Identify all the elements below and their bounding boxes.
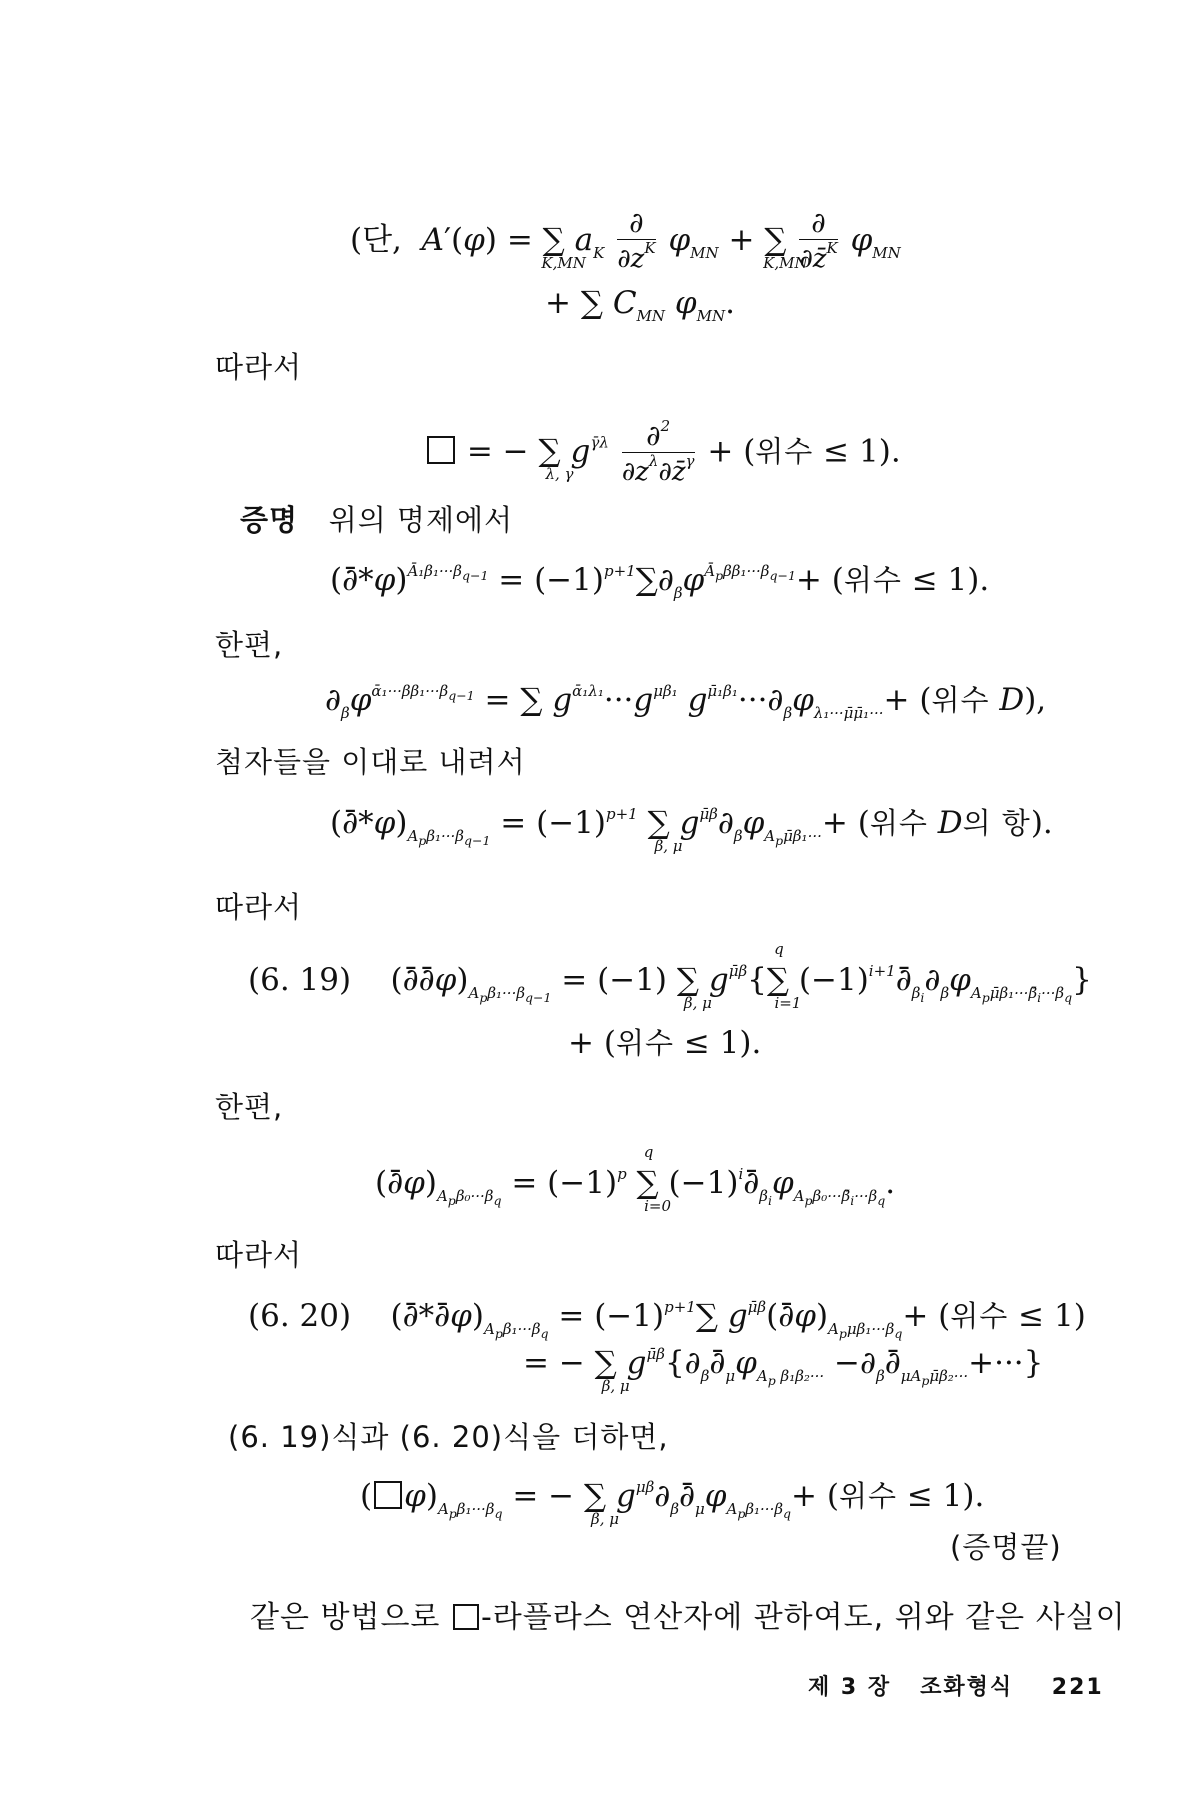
sum-symbol: ∑ β, μ — [584, 1478, 619, 1528]
text-ttarasseo-3: 따라서 — [215, 1238, 303, 1272]
eq-index-lowering: $\partial_\beta\varphi^{ᾱ_1\cdot\cdot\cdot\beta\beta_1\cdot\cdot\cdot\beta_{q-1}}$ = ∑ $g^{ᾱ_1\lambda_1}\cdot\cdot\cdot g^{\mu\beta_1}$ $g^{\mū_1\beta_1}\cdot\cdot\cdot\partial_\beta\varphi_{\lambda_1\cdot\cdot\cdot\mū\mū_1\cdot\cdot\cdot}+$ (위수 D), — [325, 682, 1047, 722]
eq-6-19-line1: (6. 19) $(\partial̄\partial̄\varphi)_{A_p\beta_1\cdot\cdot\cdot\beta_{q-1}} = (-1)$ ∑ β, μ $g^{\mū\beta}\{\sum$ q i=1 $(-1)^{i+1}\partial̄_{\beta_i}\partial_\beta\varphi_{A_p\mū\beta_1\cdot\cdot\cdot\betă_i\cdot\cdot\cdot\beta_q}$} — [248, 940, 1092, 1012]
sum-symbol: ∑ β, μ — [594, 1345, 630, 1395]
wisu-term: 위수 — [838, 1479, 897, 1513]
wisu-term: 위수 — [755, 434, 814, 469]
sum-symbol: ∑ K,MN — [763, 221, 808, 272]
jeungmyeong-label: 증명 — [240, 503, 299, 537]
box-operator-icon — [453, 1604, 479, 1630]
sum-symbol: ∑ q i=0 — [636, 1143, 671, 1215]
footer-title: 조화형식 — [920, 1675, 1014, 1700]
eq-box-phi: ( $\varphi)_{A_p\beta_1\cdot\cdot\cdot\beta_q}$ = − ∑ β, μ $g^{\mu\beta}\partial_\beta\partial̄_\mu\varphi_{A_p\beta_1\cdot\cdot\cdot\beta_q}+$ (위수 ≤ 1). — [360, 1478, 985, 1528]
partial-fraction: $\frac{\partial^2}{\partial z^\lambda\partial z̄^\gamma}$ — [621, 417, 695, 487]
box-operator-icon — [374, 1481, 402, 1509]
proof-intro — [240, 503, 513, 538]
text-hanpyeon-2: 한편, — [215, 1090, 284, 1124]
eq-6-20-line1: (6. 20) $(\partial̄*\partial̄\varphi)_{A_p\beta_1\cdot\cdot\cdot\beta_q} = (-1)^{p+1}\sum$ $g^{\mū\beta}(\partial̄\varphi)_{A_p\mu\beta_1\cdot\cdot\cdot\beta_q}+$ (위수 ≤ 1) — [248, 1298, 1086, 1341]
wisu-term: 위수 — [869, 806, 928, 840]
box-operator-icon — [427, 436, 455, 464]
eq-dbar-star-lower: $(\partial̄*\varphi)_{A_p\beta_1\cdot\cdot\cdot\beta_{q-1}} = (-1)^{p+1}$ ∑ β, μ $g^{\mū\beta}\partial_\beta\varphi_{A_p\mū\beta_1\cdot\cdot\cdot}+$ (위수 D의 항). — [330, 805, 1053, 855]
wisu-term: 위수 — [843, 563, 902, 597]
sum-symbol: ∑ β, μ — [676, 962, 712, 1012]
wisu-term: 위수 — [950, 1299, 1009, 1333]
eq-def-A-prime-line1: (단, A′(φ) = ∑ K,MN $a_K$ $\frac{\partial}{\partial z^K}$ $\varphi_{MN}$ + ∑ K,MN $\frac{\partial}{\partial z̄^K}$ $\varphi_{MN}$ — [350, 206, 901, 274]
partial-fraction: $\frac{\partial}{\partial z^K}$ — [617, 206, 656, 274]
text-cheomja: 첨자들을 이대로 내려서 — [215, 745, 526, 779]
text-ttarasseo: 따라서 — [215, 350, 303, 384]
text-sum-eq: (6. 19)식과 (6. 20)식을 더하면, — [228, 1420, 669, 1454]
eq-6-20-line2: = − ∑ β, μ $g^{\mū\beta}\{\partial_\beta\partial̄_\mu\varphi_{A_p \beta_1\beta_2\cdot\cdot\cdot}$ $-\partial_\beta\partial̄_{\mu A_p\mū\beta_2\cdot\cdot\cdot}+\cdot\cdot\cdot$} — [523, 1345, 1044, 1395]
wiui-myeongje-text: 위의 명제에서 — [328, 503, 513, 537]
page-footer — [808, 1675, 1104, 1701]
text-ttarasseo-2: 따라서 — [215, 890, 303, 924]
sum-symbol: ∑ K,MN — [541, 221, 586, 272]
footer-chapter: 제 3 장 — [808, 1675, 892, 1700]
last-paragraph — [250, 1600, 1126, 1636]
eq-6-19-line2: + (위수 ≤ 1). — [568, 1025, 762, 1061]
text-hanpyeon-1: 한편, — [215, 628, 284, 662]
sum-symbol: ∑ λ, γ — [538, 433, 574, 484]
eq-number-6-19: (6. 19) — [248, 962, 352, 998]
eq-number-6-20: (6. 20) — [248, 1298, 352, 1334]
wisu-term: 위수 — [931, 683, 990, 717]
eq-dbar-star-upper: (∂̄*φ)$^{Ā_1\beta_1\cdot\cdot\cdot\beta_{q-1}}$ = $(-1)^{p+1}\sum\partial_\beta\varphi^{Ā_p\beta\beta_1\cdot\cdot\cdot\beta_{q-1}}+$ (위수 ≤ 1). — [330, 562, 990, 602]
wisu-term: 위수 — [615, 1026, 674, 1060]
partial-fraction: $\frac{\partial}{\partial z̄^K}$ — [799, 206, 838, 274]
dan-label: (단, — [350, 221, 402, 258]
eq-box-laplacian: = − ∑ λ, γ $g^{\gammā\lambda}$ $\frac{\partial^2}{\partial z^\lambda\partial z̄^\gamma}$ + (위수 ≤ 1). — [425, 418, 901, 488]
wisu-d-hang-term: 의 항 — [962, 806, 1031, 840]
sum-symbol: ∑ q i=1 — [766, 940, 802, 1012]
text-qed: (증명끝) — [950, 1530, 1062, 1564]
last-para-rest: -라플라스 연산자에 관하여도, 위와 같은 사실이 — [480, 1600, 1126, 1635]
footer-page-number: 221 — [1051, 1675, 1104, 1700]
last-para-start: 같은 방법으로 — [250, 1600, 441, 1635]
eq-dbar-phi: $(\partial̄\varphi)_{A_p\beta_0\cdot\cdot\cdot\beta_q} = (-1)^p$ ∑ q i=0 $(-1)^i\partial̄_{\beta_i}\varphi_{A_p\beta_0\cdot\cdot\cdot\betă_i\cdot\cdot\cdot\beta_q}$. — [375, 1143, 896, 1215]
eq-def-A-prime-line2: + ∑ $C_{MN}$ $\varphi_{MN}$. — [545, 285, 735, 325]
sum-symbol: ∑ β, μ — [647, 805, 683, 855]
